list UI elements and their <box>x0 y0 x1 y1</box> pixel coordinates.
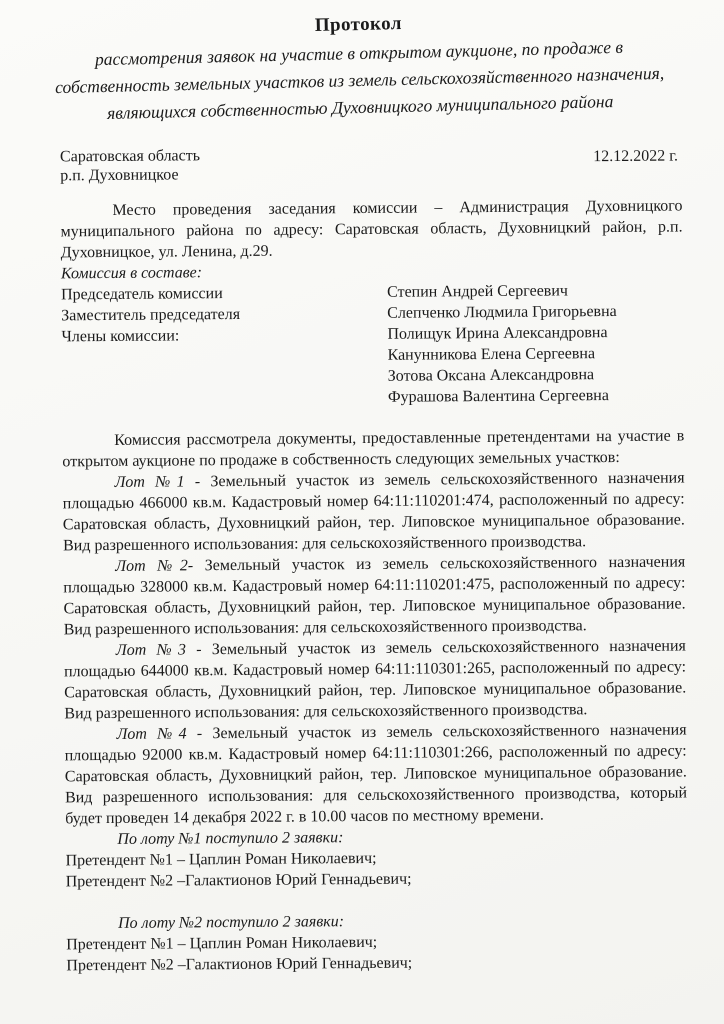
applicant-entry: Претендент №1 – Цаплин Роман Николаевич; <box>66 933 378 954</box>
document-subtitle: рассмотрения заявок на участие в открытом аукционе, по продаже в собственность земельных участков из земель сельскохозяйственного назначения, являющихся собственностью Духовницкого муниципального района <box>54 36 665 123</box>
commission-role: Председатель комиссии <box>61 285 223 304</box>
lot-label: Лот №4 <box>116 725 187 743</box>
document-date: 12.12.2022 г. <box>593 147 679 166</box>
commission-role: Члены комиссии: <box>61 327 180 346</box>
lot-paragraph-2 <box>63 551 686 640</box>
applications-heading: По лоту №1 поступило 2 заявки: <box>117 829 344 848</box>
lot-paragraph-3 <box>64 635 687 724</box>
intro-paragraph: Комиссия рассмотрела документы, предоставленные претендентами на участие в открытом аукционе по продаже в собственность следующих земельных участков: <box>62 427 685 471</box>
commission-member-name: Канунникова Елена Сергеевна <box>387 345 596 364</box>
commission-row <box>62 384 684 410</box>
venue-paragraph: Место проведения заседания комиссии – Администрация Духовницкого муниципального района по адресу: Саратовская область, Духовницкий район, р.п. Духовницкое, ул. Ленина, д.29. <box>60 197 683 262</box>
commission-member-name: Степин Андрей Сергеевич <box>387 282 569 301</box>
commission-role <box>62 345 388 369</box>
applicant-entry: Претендент №2 –Галактионов Юрий Геннадьевич; <box>65 870 412 891</box>
applications-lot-2 <box>4 908 724 977</box>
commission-role <box>62 366 388 390</box>
applicant-entry: Претендент №2 –Галактионов Юрий Геннадьевич; <box>66 954 413 975</box>
commission-role <box>62 387 388 411</box>
lot-text: - Земельный участок из земель сельскохозяйственного назначения площадью 92000 кв.м. Кадастровый номер 64:11:110301:266, расположенный по адресу: Саратовская область, Духовницкий район, тер. Липовское муниципальное образование. Вид разрешенного использования: для сельскохозяйственного производства, который будет проведен 14 декабря 2022 г. в 10.00 часов по местному времени. <box>64 721 688 828</box>
applicant-entry: Претендент №1 – Цаплин Роман Николаевич; <box>65 849 377 870</box>
applications-heading: По лоту №2 поступило 2 заявки: <box>117 913 345 932</box>
place-block <box>60 146 200 185</box>
commission-member-name: Слепченко Людмила Григорьевна <box>387 302 617 322</box>
commission-member-name: Фурашова Валентина Сергеевна <box>387 387 609 406</box>
lot-paragraph-4 <box>64 719 687 829</box>
commission-member-name: Полищук Ирина Александровна <box>387 324 608 343</box>
document-header <box>0 5 722 129</box>
lot-label: Лот №3 <box>115 641 186 659</box>
commission-member-name: Зотова Оксана Александровна <box>387 366 595 385</box>
document-title: Протокол <box>314 13 403 37</box>
lot-text: Земельный участок из земель сельскохозяйственного назначения площадью 328000 кв.м. Кадастровый номер 64:11:110201:475, расположенный по адресу: Саратовская область, Духовницкий район, тер. Липовское муниципальное образование. Вид разрешенного использования: для сельскохозяйственного производства. <box>63 553 686 639</box>
place-date-row <box>60 143 678 186</box>
lot-text: - Земельный участок из земель сельскохозяйственного назначения площадью 466000 кв.м. Кадастровый номер 64:11:110201:474, расположенный по адресу: Саратовская область, Духовницкий район, тер. Липовское муниципальное образование. Вид разрешенного использования: для сельскохозяйственного производства. <box>62 469 685 555</box>
commission-heading: Комиссия в составе: <box>60 264 203 283</box>
place-region: Саратовская область <box>59 147 201 166</box>
lot-label: Лот №2- <box>115 557 194 575</box>
lot-paragraph-1 <box>62 467 685 556</box>
lot-label: Лот №1 <box>114 473 185 491</box>
lot-text: - Земельный участок из земель сельскохозяйственного назначения площадью 644000 кв.м. Кадастровый номер 64:11:110301:265, расположенный по адресу: Саратовская область, Духовницкий район, тер. Липовское муниципальное образование. Вид разрешенного использования: для сельскохозяйственного производства. <box>63 637 687 723</box>
commission-role: Заместитель председателя <box>61 305 241 325</box>
place-settlement: р.п. Духовницкое <box>60 166 179 185</box>
applications-lot-1 <box>3 824 724 893</box>
